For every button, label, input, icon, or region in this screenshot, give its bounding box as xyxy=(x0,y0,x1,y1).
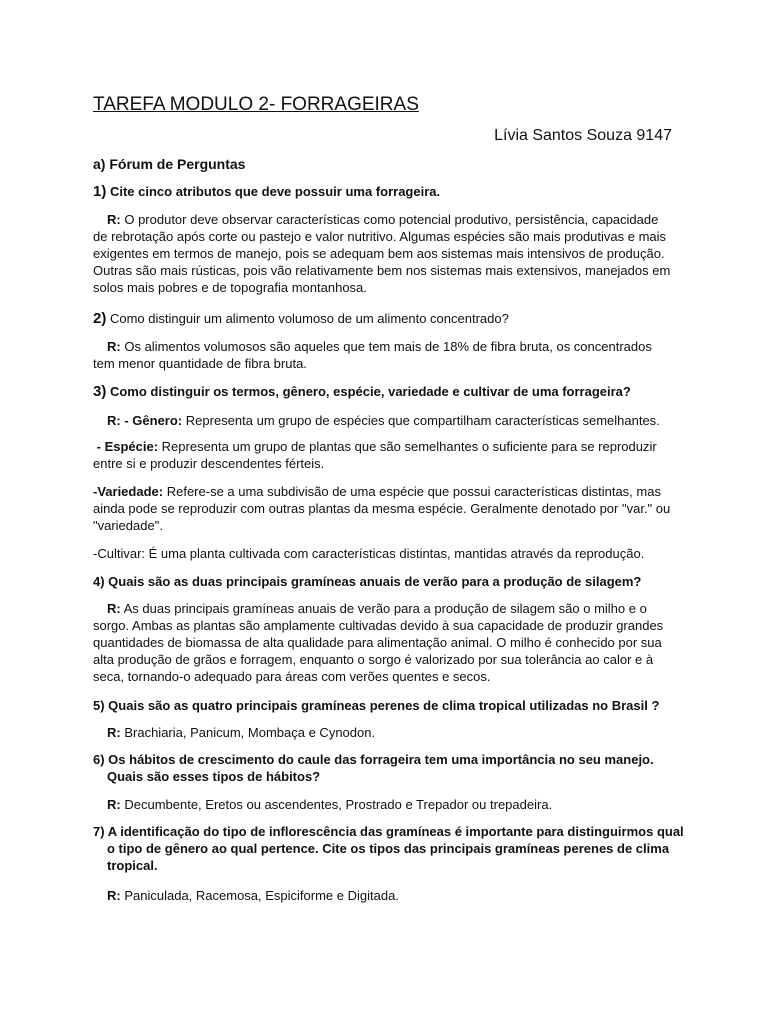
answer-text: Os alimentos volumosos são aqueles que tem mais de 18% de fibra bruta, os concentrados tem menor quantidade de fibra bruta. xyxy=(93,339,652,371)
term-definition: Representa um grupo de plantas que são semelhantes o suficiente para se reproduzir entre si e produzir descendentes férteis. xyxy=(93,439,657,471)
answer-4 xyxy=(93,600,675,685)
term-label: - Espécie: xyxy=(96,439,159,454)
answer-label: R: xyxy=(107,797,121,812)
answer-label: R: xyxy=(107,212,121,227)
answer-3-variedade xyxy=(93,483,675,534)
question-4: 4) Quais são as duas principais gramíneas anuais de verão para a produção de silagem? xyxy=(93,574,642,589)
answer-label: R: xyxy=(107,413,121,428)
section-heading: a) Fórum de Perguntas xyxy=(93,156,246,172)
answer-text: O produtor deve observar características como potencial produtivo, persistência, capacidade de rebrotação após corte ou pastejo e valor nutritivo. Algumas espécies são mais produtivas e mais exigentes em termos de manejo, pois se adequam bem aos sistemas mais intensivos de produção. Outras são mais rústicas, pois vão relativamente bem nos sistemas mais extensivos, manejados em solos mais pobres e de topografia montanhosa. xyxy=(93,212,671,295)
answer-2 xyxy=(93,338,675,372)
question-number: 1) xyxy=(93,183,107,200)
answer-text: Paniculada, Racemosa, Espiciforme e Digitada. xyxy=(124,888,399,903)
answer-5 xyxy=(93,724,675,741)
question-text: Como distinguir um alimento volumoso de um alimento concentrado? xyxy=(109,311,509,326)
answer-label: R: xyxy=(107,339,121,354)
question-5: 5) Quais são as quatro principais gramíneas perenes de clima tropical utilizadas no Brasil ? xyxy=(93,698,660,713)
term-definition: Representa um grupo de espécies que compartilham características semelhantes. xyxy=(185,413,660,428)
question-number: 3) xyxy=(93,383,107,400)
question-text: Cite cinco atributos que deve possuir uma forrageira. xyxy=(109,184,441,199)
answer-3-cultivar: -Cultivar: É uma planta cultivada com características distintas, mantidas através da reprodução. xyxy=(93,546,645,561)
answer-text: Decumbente, Eretos ou ascendentes, Prostrado e Trepador ou trepadeira. xyxy=(124,797,553,812)
answer-3-genero xyxy=(93,412,675,429)
term-label: - Gênero: xyxy=(124,413,183,428)
answer-text: As duas principais gramíneas anuais de verão para a produção de silagem são o milho e o sorgo. Ambas as plantas são amplamente cultivadas devido à sua capacidade de produzir grandes quantidades de biomassa de alta qualidade para alimentação animal. O milho é conhecido por sua alta produção de grãos e forragem, enquanto o sorgo é valorizado por sua tolerância ao calor e à seca, tornando-o adequado para áreas com verões quentes e secos. xyxy=(93,601,664,684)
term-definition: Refere-se a uma subdivisão de uma espécie que possui características distintas, mas ainda pode se reproduzir com outras plantas da mesma espécie. Geralmente denotado por "var." ou "variedade". xyxy=(93,484,671,533)
answer-text: Brachiaria, Panicum, Mombaça e Cynodon. xyxy=(124,725,376,740)
answer-label: R: xyxy=(107,601,121,616)
answer-7 xyxy=(93,887,675,904)
question-text: Como distinguir os termos, gênero, espécie, variedade e cultivar de uma forrageira? xyxy=(109,384,631,399)
question-2 xyxy=(93,310,675,327)
answer-label: R: xyxy=(107,888,121,903)
question-7: 7) A identificação do tipo de inflorescência das gramíneas é importante para distinguirmos qual o tipo de gênero ao qual pertence. Cite os tipos das principais gramíneas perenes de clima tropical. xyxy=(93,824,684,873)
answer-6 xyxy=(93,796,675,813)
term-label: -Variedade: xyxy=(93,484,164,499)
question-3 xyxy=(93,383,675,400)
author-name: Lívia Santos Souza 9147 xyxy=(494,127,672,144)
answer-label: R: xyxy=(107,725,121,740)
document-title: TAREFA MODULO 2- FORRAGEIRAS xyxy=(93,94,419,115)
answer-1 xyxy=(93,211,675,296)
answer-3-especie xyxy=(93,438,675,472)
question-number: 2) xyxy=(93,310,107,327)
question-1 xyxy=(93,183,675,200)
question-6: 6) Os hábitos de crescimento do caule das forrageira tem uma importância no seu manejo. Quais são esses tipos de hábitos? xyxy=(93,752,654,784)
